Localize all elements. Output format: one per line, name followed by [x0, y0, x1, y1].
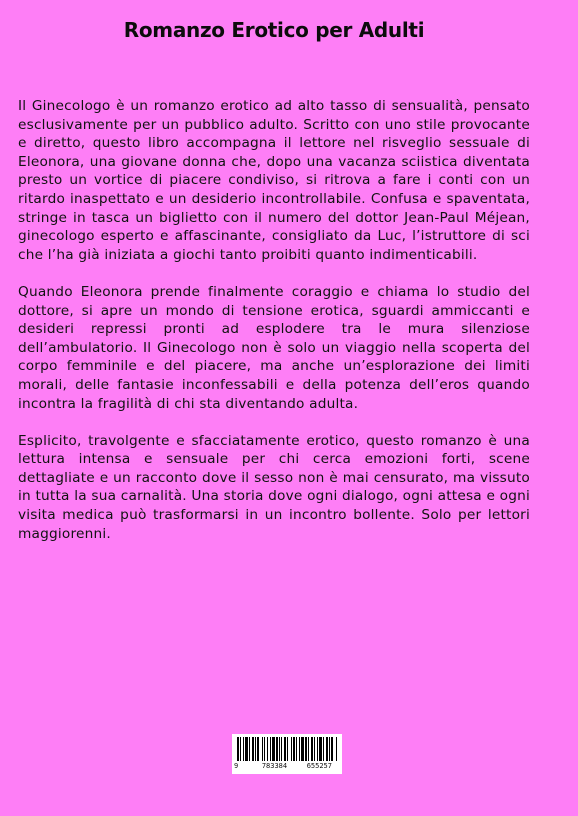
barcode-bar: [308, 737, 309, 761]
barcode-bar: [240, 737, 241, 761]
barcode-bar: [255, 737, 256, 761]
barcode-bar: [281, 737, 282, 761]
barcode-bar: [301, 737, 304, 761]
book-description: [18, 97, 530, 562]
description-paragraph-1: Il Ginecologo è un romanzo erotico ad alto tasso di sensualità, pensato esclusivamente per un pubblico adulto. Scritto con uno stile provocante e diretto, questo libro accompagna il lettore nel risveglio sessuale di Eleonora, una giovane donna che, dopo una vacanza sciistica diventata presto un vortice di piacere condiviso, si ritrova a fare i conti con un ritardo inaspettato e un desiderio incontrollabile. Confusa e spaventata, stringe in tasca un biglietto con il numero del dottor Jean-Paul Méjean, ginecologo esperto e affascinante, consigliato da Luc, l’istruttore di sci che l’ha già iniziata a giochi tanto proibiti quanto indimenticabili.: [18, 98, 530, 263]
barcode-bar: [319, 737, 322, 761]
description-paragraph-3: Esplicito, travolgente e sfacciatamente erotico, questo romanzo è una lettura intensa e sensuale per chi cerca emozioni forti, scene dettagliate e un racconto dove il sesso non è mai censurato, ma vissuto in tutta la sua carnalità. Una storia dove ogni dialogo, ogni attesa e ogni visita medica può trasformarsi in un incontro bollente. Solo per lettori maggiorenni.: [18, 432, 530, 542]
barcode-bar: [326, 737, 328, 761]
book-title: Romanzo Erotico per Adulti: [123, 18, 425, 42]
barcode-bar: [336, 737, 337, 761]
barcode-bar: [311, 737, 313, 761]
barcode-bar: [331, 737, 333, 761]
barcode-bar: [264, 737, 265, 761]
barcode-digits-left: 783384: [261, 762, 288, 770]
barcode-bar: [267, 737, 268, 761]
barcode-bar: [317, 737, 318, 761]
barcode-bar: [245, 737, 248, 761]
barcode-bar: [262, 737, 263, 761]
barcode-bars: [237, 737, 337, 761]
barcode-bar: [276, 737, 278, 761]
barcode-bar: [293, 737, 295, 761]
barcode-bar: [249, 737, 250, 761]
barcode-bar: [291, 737, 292, 761]
barcode-bar: [272, 737, 275, 761]
barcode-bar: [299, 737, 300, 761]
barcode-bar: [314, 737, 315, 761]
barcode-bar: [252, 737, 254, 761]
barcode-bar: [329, 737, 330, 761]
barcode-bar: [243, 737, 244, 761]
description-paragraph-2: Quando Eleonora prende finalmente coraggio e chiama lo studio del dottore, si apre un mondo di tensione erotica, sguardi ammiccanti e desideri repressi pronti ad esplodere tra le mura silenziose dell’ambulatorio. Il Ginecologo non è solo un viaggio nella scoperta del corpo femminile e del piacere, ma anche un’esplorazione dei limiti morali, delle fantasie inconfessabili e della potenza dell’eros quando incontra la fragilità di chi sta diventando adulta.: [18, 283, 530, 412]
barcode-digits: [234, 762, 340, 770]
barcode-bar: [296, 737, 297, 761]
barcode-digits-right: 655257: [306, 762, 332, 770]
barcode-bar: [284, 737, 286, 761]
isbn-barcode: [232, 734, 342, 774]
barcode-bar: [257, 737, 259, 761]
barcode-bar: [237, 737, 239, 761]
barcode-digit-first: 9: [234, 762, 239, 770]
barcode-bar: [270, 737, 271, 761]
barcode-bar: [279, 737, 280, 761]
barcode-bar: [323, 737, 324, 761]
barcode-bar: [305, 737, 307, 761]
barcode-bar: [287, 737, 288, 761]
